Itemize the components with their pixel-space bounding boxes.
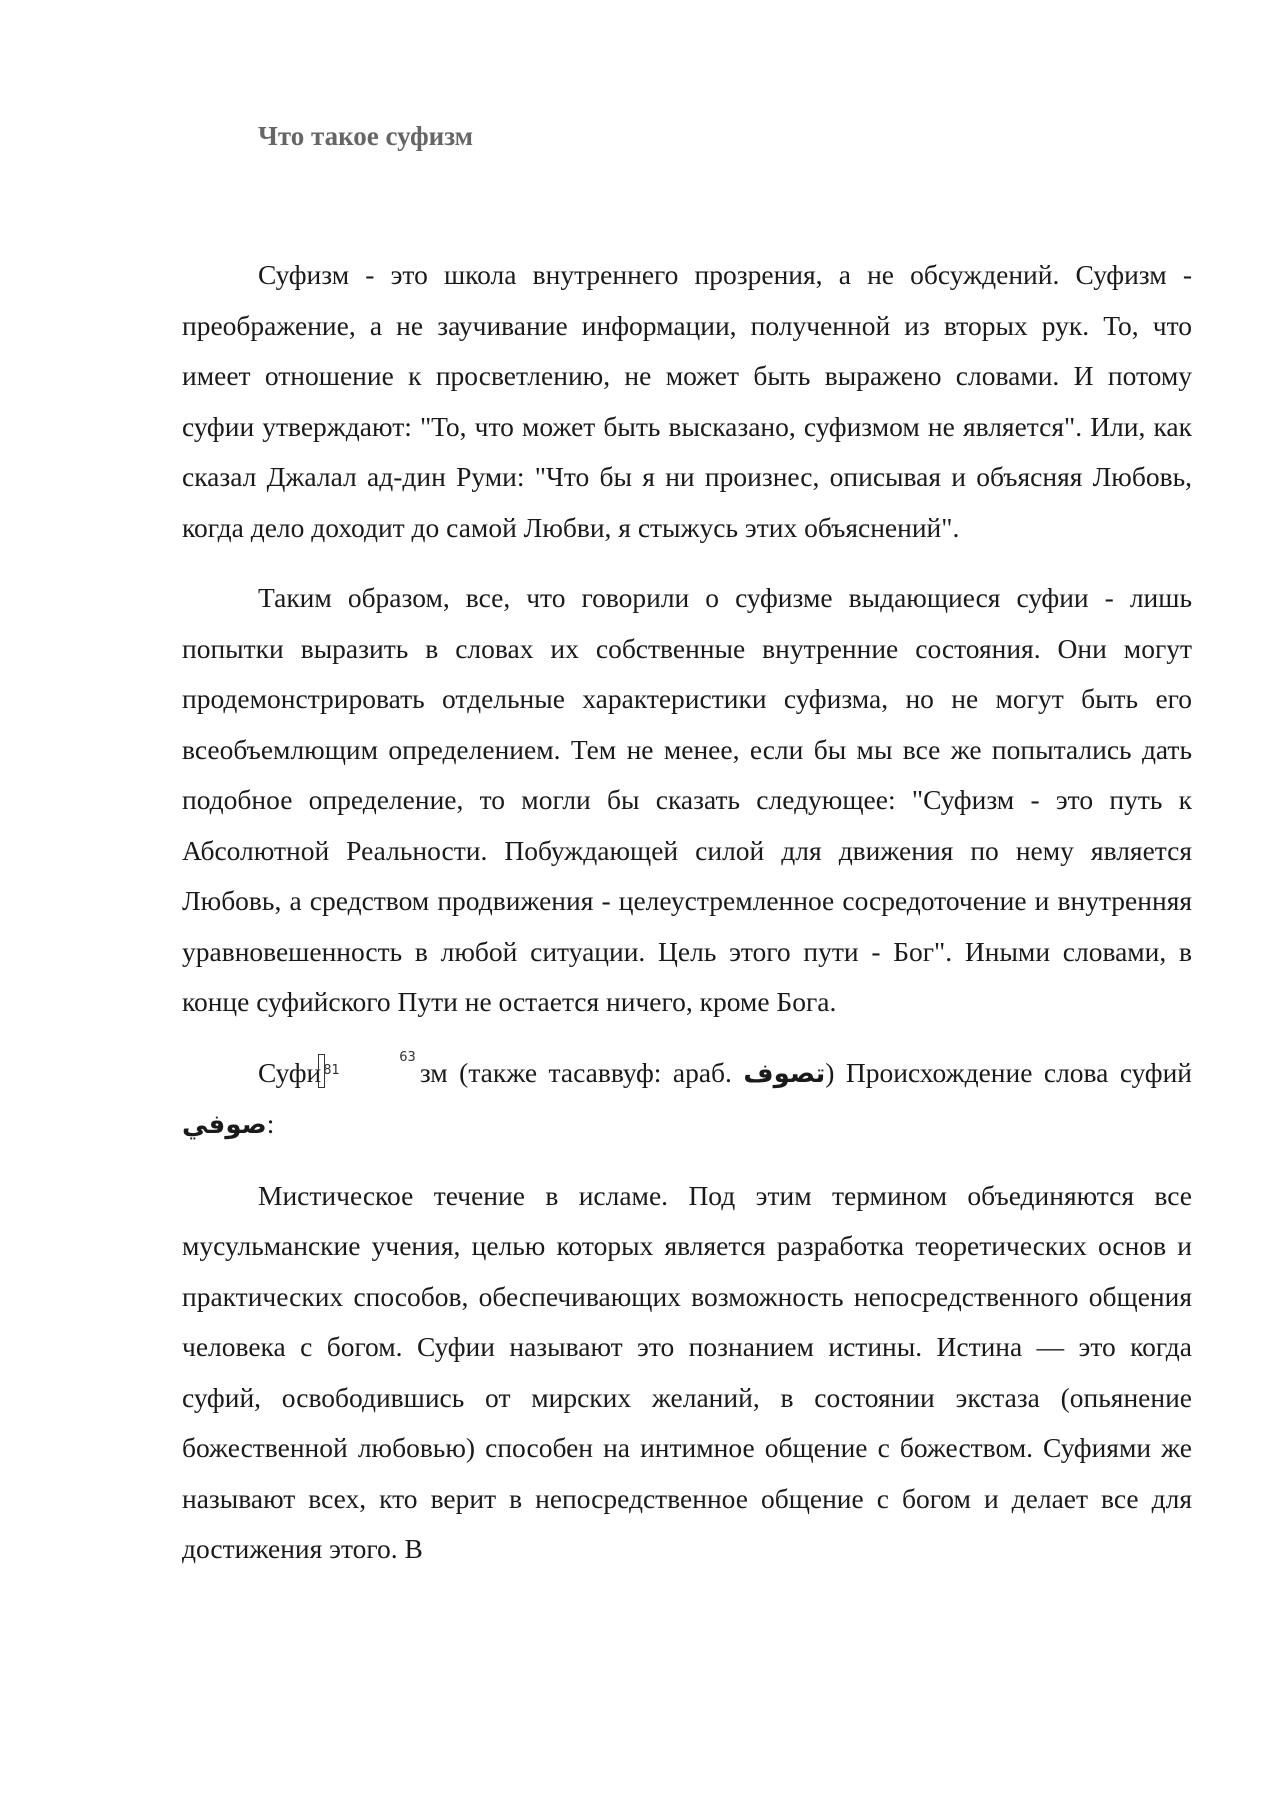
- arabic-sufi: صوفي: [182, 1110, 267, 1140]
- paragraph-4: Мистическое течение в исламе. Под этим термином объединяются все мусульманские учения, целью которых является разработка теоретических основ и практических способов, обеспечивающих возможность непосредственного общения человека с богом. Суфии называют это познанием истины. Истина — это когда суфий, освободившись от мирских желаний, в состоянии экстаза (опьянение божественной любовью) способен на интимное общение с божеством. Суфиями же называют всех, кто верит в непосредственное общение с богом и делает все для достижения этого. В: [182, 1179, 1192, 1564]
- para3-text-a: (также тасаввуф: араб.: [447, 1056, 744, 1088]
- document-title: Что такое суфизм: [258, 121, 474, 151]
- word-sufism-start: Суфи: [258, 1056, 322, 1088]
- footnote-ref-top: 63: [399, 1049, 416, 1065]
- document-body: [182, 250, 1192, 1595]
- footnote-ref-bottom: 81: [323, 1062, 340, 1078]
- para3-text-b: ) Происхождение слова суфий: [825, 1056, 1193, 1088]
- word-sufism-end: зм: [419, 1056, 448, 1088]
- para3-text-c: :: [266, 1108, 275, 1139]
- paragraph-3: [182, 1048, 1192, 1151]
- paragraph-1: Суфизм - это школа внутреннего прозрения, а не обсуждений. Суфизм - преображение, а не заучивание информации, полученной из вторых рук. То, что имеет отношение к просветлению, не может быть выражено словами. И потому суфии утверждают: "То, что может быть высказано, суфизмом не является". Или, как сказал Джалал ад-дин Руми: "Что бы я ни произнес, описывая и объясняя Любовь, когда дело доходит до самой Любви, я стыжусь этих объяснений".: [182, 259, 1192, 543]
- arabic-tasawwuf: تصوف: [743, 1058, 826, 1089]
- footnote-marker: [323, 1051, 416, 1077]
- paragraph-2: Таким образом, все, что говорили о суфизме выдающиеся суфии - лишь попытки выразить в словах их собственные внутренние состояния. Они могут продемонстрировать отдельные характеристики суфизма, но не могут быть его всеобъемлющим определением. Тем не менее, если бы мы все же попытались дать подобное определение, то могли бы сказать следующее: "Суфизм - это путь к Абсолютной Реальности. Побуждающей силой для движения по нему является Любовь, а средством продвижения - целеустремленное сосредоточение и внутренняя уравновешенность в любой ситуации. Цель этого пути - Бог". Иными словами, в конце суфийского Пути не остается ничего, кроме Бога.: [182, 582, 1192, 1017]
